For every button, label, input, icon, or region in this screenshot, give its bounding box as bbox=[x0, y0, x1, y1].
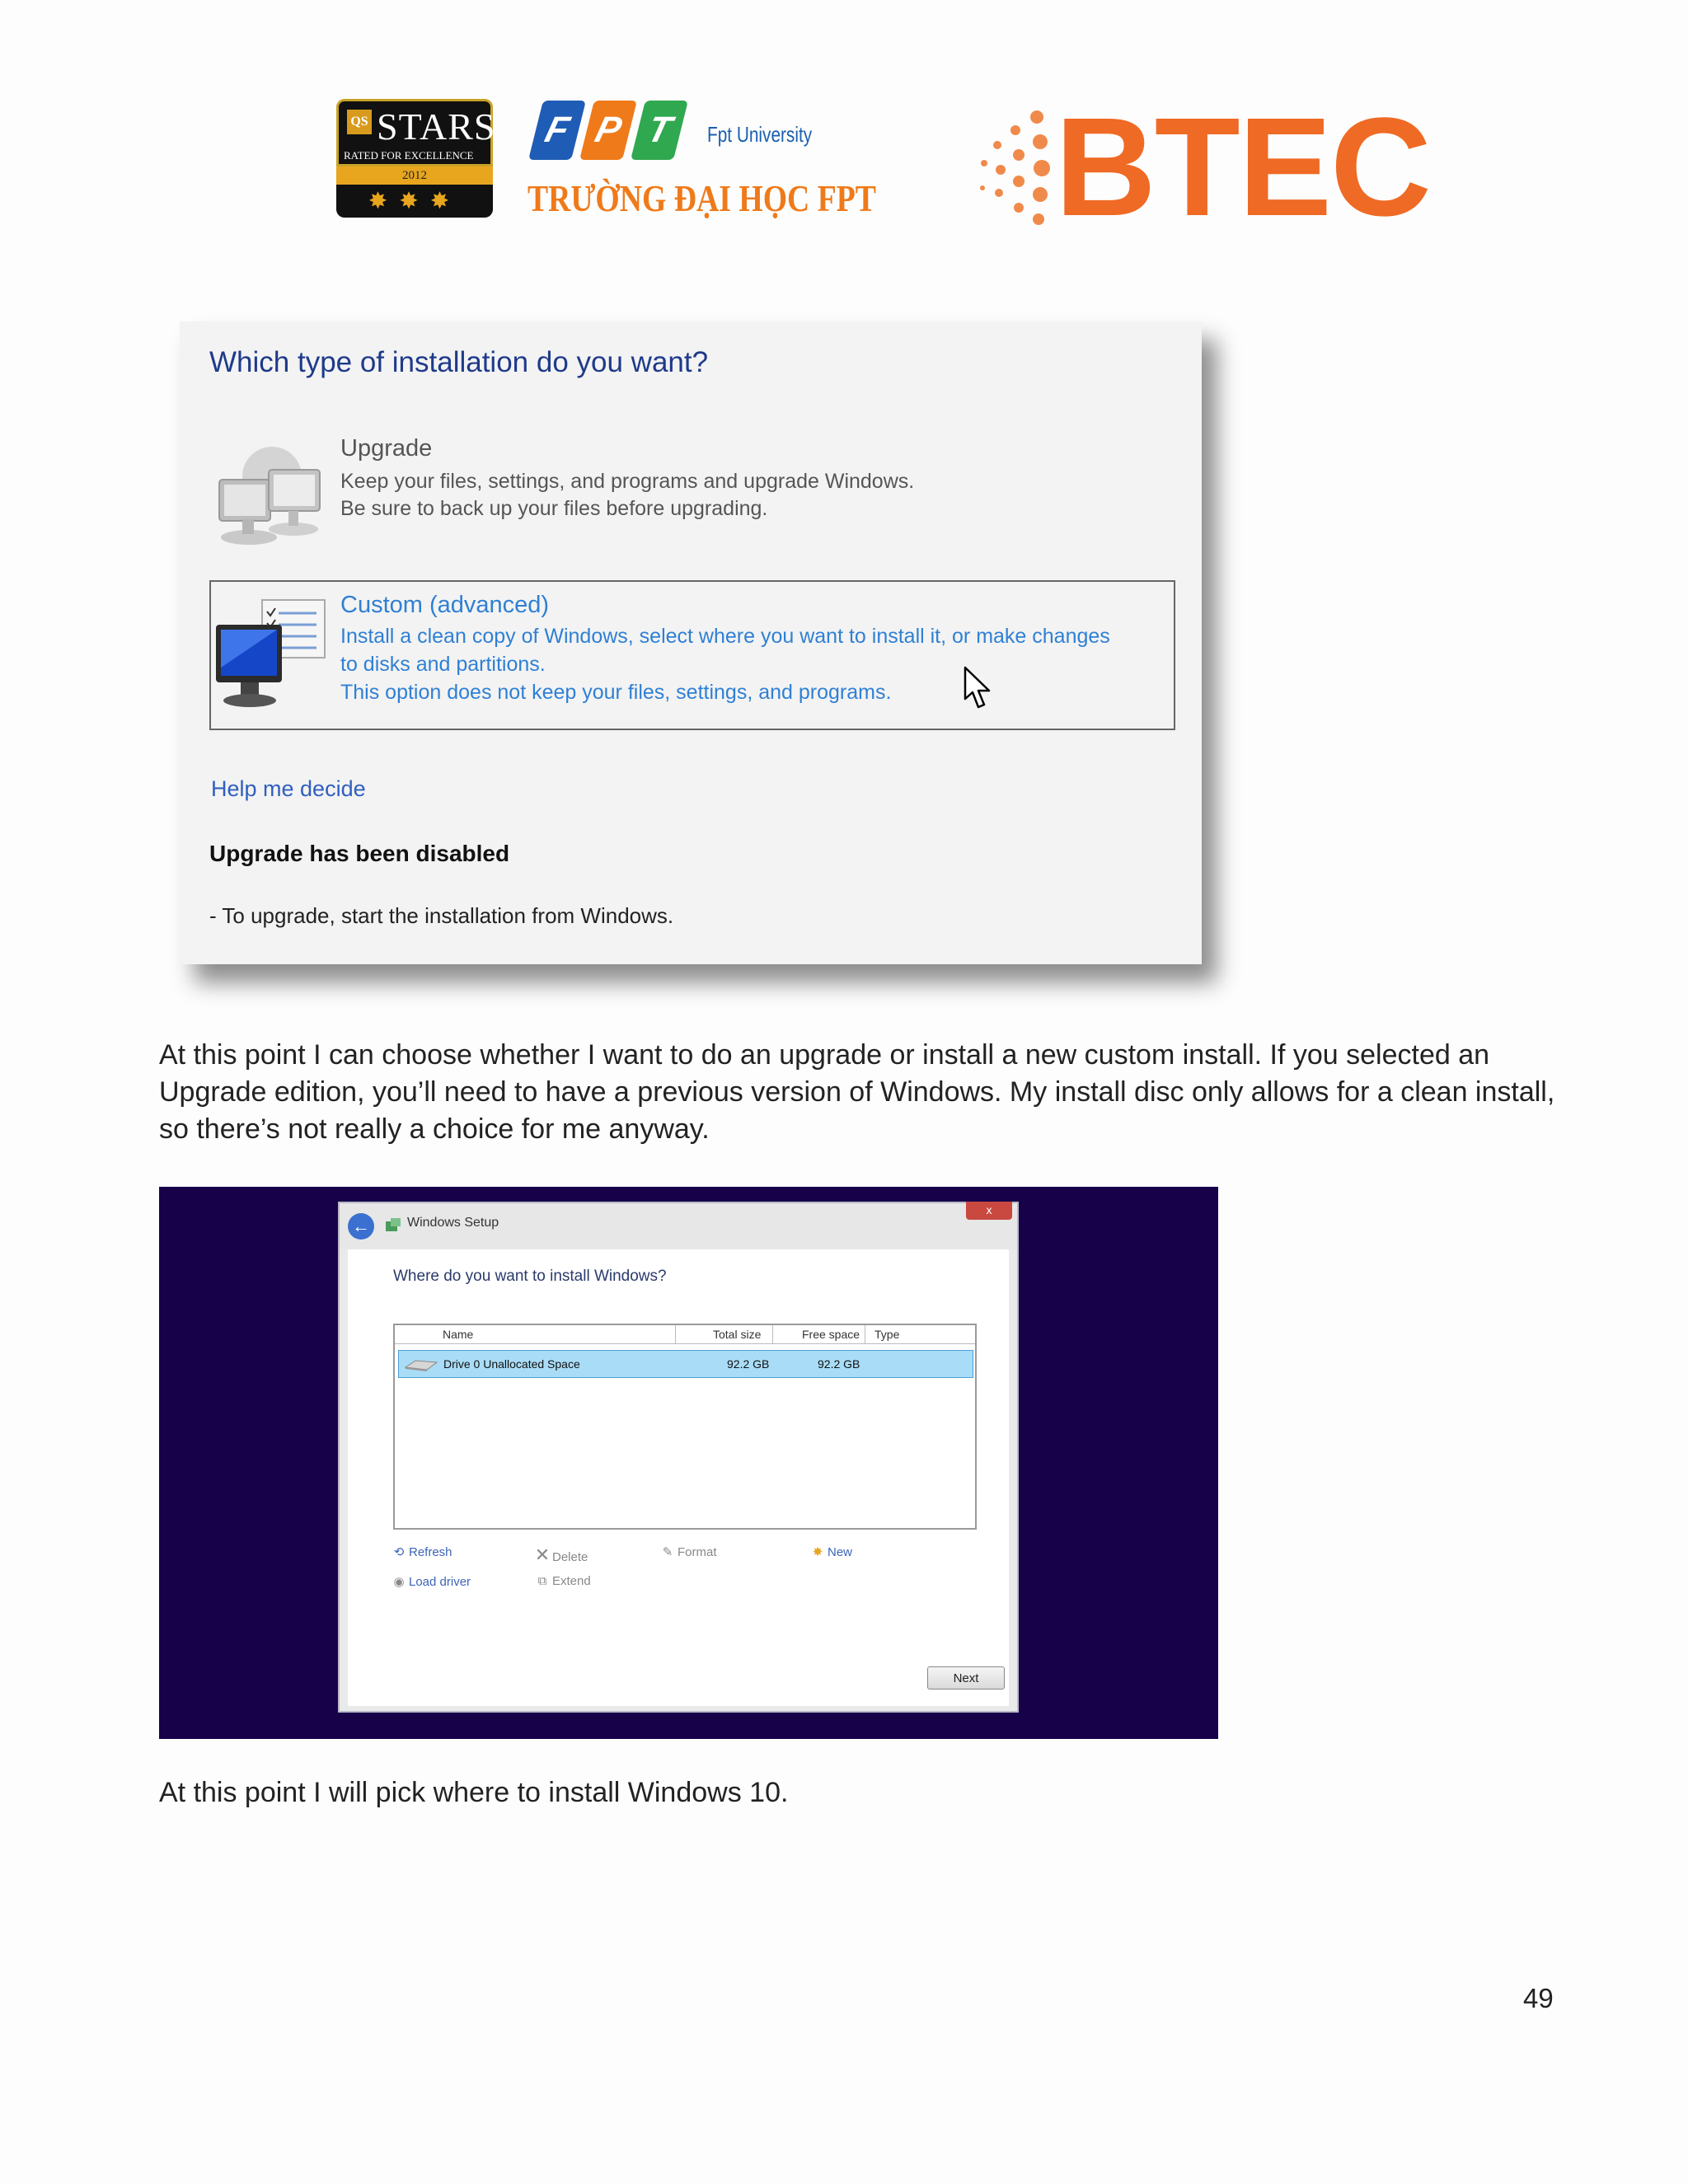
mouse-pointer-icon bbox=[963, 666, 996, 710]
btec-dots-icon bbox=[973, 105, 1063, 229]
qs-stars-title: STARS bbox=[377, 105, 496, 148]
drive-name: Drive 0 Unallocated Space bbox=[443, 1357, 580, 1371]
new-icon: ✸ bbox=[812, 1545, 823, 1559]
next-button[interactable]: Next bbox=[927, 1666, 1005, 1690]
column-header-free-space[interactable]: Free space bbox=[802, 1328, 860, 1341]
back-arrow-icon[interactable]: ← bbox=[348, 1213, 374, 1240]
load-driver-action[interactable]: ◉ Load driver bbox=[391, 1574, 471, 1589]
partition-table bbox=[393, 1324, 977, 1530]
delete-icon: ✕ bbox=[534, 1544, 551, 1565]
column-header-name[interactable]: Name bbox=[443, 1328, 474, 1341]
fpt-logo bbox=[528, 97, 890, 229]
btec-logo bbox=[973, 89, 1430, 246]
windows-setup-window bbox=[338, 1202, 1019, 1713]
fpt-letter-t: T bbox=[631, 101, 688, 160]
install-location-question: Where do you want to install Windows? bbox=[393, 1268, 667, 1285]
btec-wordmark: BTEC bbox=[1055, 89, 1430, 246]
upgrade-disabled-heading: Upgrade has been disabled bbox=[209, 841, 510, 866]
qs-mark: QS bbox=[347, 110, 372, 134]
paragraph-pick-location: At this point I will pick where to install Windows 10. bbox=[159, 1777, 789, 1808]
custom-install-computer-icon bbox=[211, 593, 335, 717]
custom-heading: Custom (advanced) bbox=[340, 592, 550, 618]
upgrade-line-1: Keep your files, settings, and programs and upgrade Windows. bbox=[340, 470, 915, 493]
delete-action[interactable]: ✕ Delete bbox=[534, 1544, 588, 1565]
qs-star-icons: ✸✸✸ bbox=[336, 185, 493, 218]
fpt-school-name: TRƯỜNG ĐẠI HỌC FPT bbox=[528, 177, 876, 219]
paragraph-upgrade-choice: At this point I can choose whether I want to do an upgrade or install a new custom install. If you selected an Upgrade edition, you’ll need to have a previous version of Windows. My install disc only allows for a clean install, so there’s not really a choice for me anyway. bbox=[159, 1039, 1555, 1145]
column-header-type[interactable]: Type bbox=[874, 1328, 900, 1341]
custom-line-2: to disks and partitions. bbox=[340, 653, 546, 676]
column-header-total-size[interactable]: Total size bbox=[713, 1328, 762, 1341]
window-titlebar bbox=[340, 1203, 1017, 1249]
help-me-decide-link[interactable]: Help me decide bbox=[211, 776, 366, 801]
qs-stars-badge bbox=[336, 99, 496, 218]
refresh-icon: ⟲ bbox=[393, 1545, 405, 1559]
close-button[interactable]: x bbox=[966, 1202, 1012, 1220]
window-body bbox=[348, 1249, 1009, 1706]
window-title: Windows Setup bbox=[407, 1216, 499, 1230]
new-action[interactable]: ✸ New bbox=[809, 1544, 852, 1559]
dialog-title: Which type of installation do you want? bbox=[209, 346, 709, 378]
upgrade-computers-icon bbox=[208, 437, 331, 560]
windows-setup-icon bbox=[384, 1216, 402, 1235]
custom-line-3: This option does not keep your files, settings, and programs. bbox=[340, 681, 892, 704]
page-number: 49 bbox=[1523, 1983, 1554, 2013]
upgrade-disabled-note: - To upgrade, start the installation from Windows. bbox=[209, 903, 674, 928]
upgrade-heading: Upgrade bbox=[340, 435, 433, 462]
header-logos bbox=[0, 0, 1688, 272]
drive-total-size: 92.2 GB bbox=[727, 1357, 770, 1371]
installation-type-screenshot bbox=[180, 321, 1202, 964]
fpt-letter-f: F bbox=[528, 101, 586, 160]
table-row[interactable] bbox=[398, 1350, 973, 1378]
windows-setup-screenshot bbox=[159, 1187, 1218, 1739]
upgrade-line-2: Be sure to back up your files before upgrading. bbox=[340, 497, 768, 520]
drive-free-space: 92.2 GB bbox=[818, 1357, 860, 1371]
fpt-letter-p: P bbox=[579, 101, 637, 160]
fpt-university-text: Fpt University bbox=[707, 122, 813, 147]
format-action[interactable]: ✎ Format bbox=[659, 1544, 717, 1559]
qs-year: 2012 bbox=[336, 166, 493, 185]
format-icon: ✎ bbox=[662, 1545, 673, 1559]
refresh-action[interactable]: ⟲ Refresh bbox=[391, 1544, 452, 1559]
load-driver-icon: ◉ bbox=[393, 1575, 405, 1589]
extend-action[interactable]: ⧉ Extend bbox=[534, 1574, 591, 1588]
qs-rated-text: RATED FOR EXCELLENCE bbox=[344, 149, 474, 162]
extend-icon: ⧉ bbox=[537, 1574, 547, 1588]
custom-line-1: Install a clean copy of Windows, select where you want to install it, or make changes bbox=[340, 625, 1110, 648]
hard-drive-icon bbox=[404, 1359, 438, 1372]
